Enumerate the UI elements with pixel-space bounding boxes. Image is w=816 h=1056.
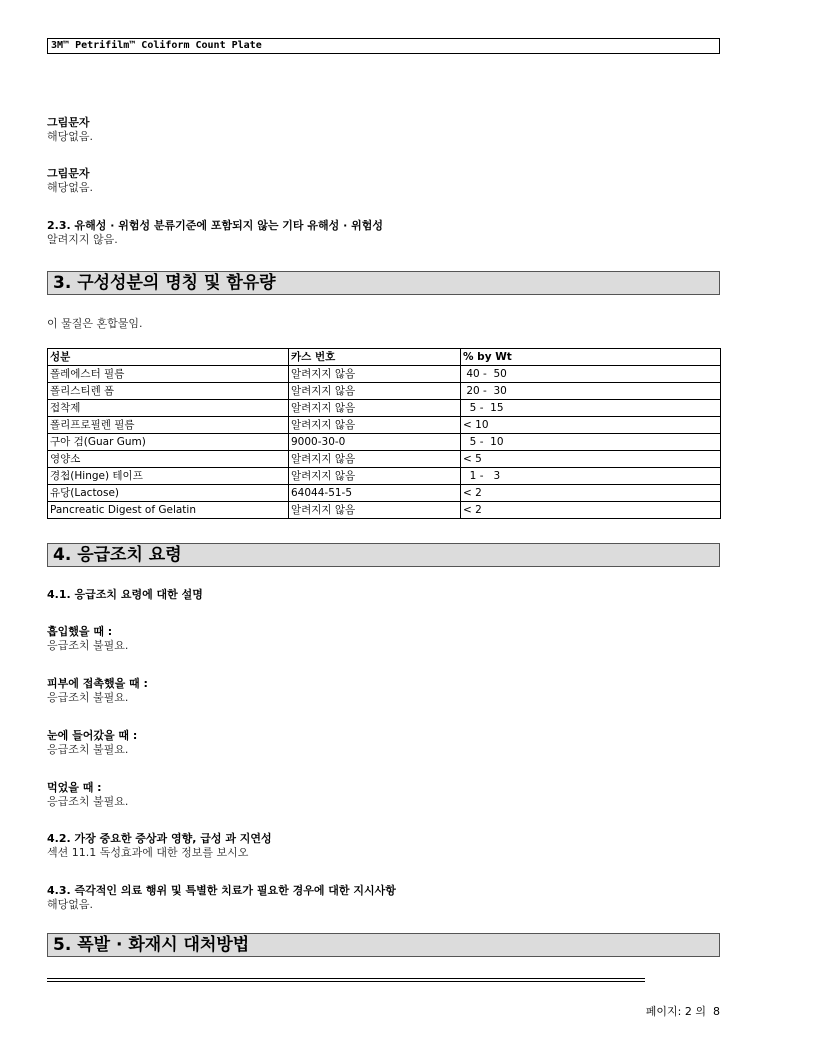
skin-contact-text: 응급조치 불필요. — [47, 691, 129, 704]
section-4-title: 4. 응급조치 요령 — [47, 543, 720, 567]
weight-percent: 5 - 15 — [461, 400, 721, 417]
table-row — [48, 468, 721, 485]
weight-percent: < 5 — [461, 451, 721, 468]
weight-percent: < 2 — [461, 485, 721, 502]
eye-contact-label: 눈에 들어갔을 때 : — [47, 729, 138, 742]
cas-number: 알려지지 않음 — [289, 383, 461, 400]
weight-percent: 1 - 3 — [461, 468, 721, 485]
column-header-cas: 카스 번호 — [289, 349, 461, 366]
cas-number: 알려지지 않음 — [289, 366, 461, 383]
table-row — [48, 400, 721, 417]
weight-percent: 20 - 30 — [461, 383, 721, 400]
ingredient-name: 유당(Lactose) — [48, 485, 289, 502]
pictogram-block-2 — [47, 167, 727, 195]
column-header-ingredient: 성분 — [48, 349, 289, 366]
table-row — [48, 502, 721, 519]
table-header-row — [48, 349, 721, 366]
ingestion-label: 먹었을 때 : — [47, 781, 102, 794]
ingredient-name: 영양소 — [48, 451, 289, 468]
pictogram-value: 해당없음. — [47, 181, 94, 194]
cas-number: 9000-30-0 — [289, 434, 461, 451]
cas-number: 알려지지 않음 — [289, 417, 461, 434]
ingredient-name: 폴리프로필렌 필름 — [48, 417, 289, 434]
weight-percent: < 2 — [461, 502, 721, 519]
pictogram-label: 그림문자 — [47, 116, 90, 129]
section-3-intro: 이 물질은 혼합물임. — [47, 317, 143, 330]
section-2-3-heading: 2.3. 유해성 · 위험성 분류기준에 포함되지 않는 기타 유해성 · 위험성 — [47, 219, 383, 232]
pictogram-value: 해당없음. — [47, 130, 94, 143]
pictogram-block-1 — [47, 116, 727, 144]
table-row — [48, 451, 721, 468]
section-4-3-text: 해당없음. — [47, 898, 94, 911]
table-row — [48, 434, 721, 451]
ingredient-name: 접착제 — [48, 400, 289, 417]
column-header-weight: % by Wt — [461, 349, 721, 366]
section-3-title: 3. 구성성분의 명칭 및 함유량 — [47, 271, 720, 295]
cas-number: 64044-51-5 — [289, 485, 461, 502]
weight-percent: 40 - 50 — [461, 366, 721, 383]
ingredient-name: 폴리스티렌 폼 — [48, 383, 289, 400]
section-5-title: 5. 폭발 · 화재시 대처방법 — [47, 933, 720, 957]
document-header: 3M™ Petrifilm™ Coliform Count Plate — [47, 38, 720, 54]
section-2-3 — [47, 219, 727, 247]
ingredient-name: 경첩(Hinge) 테이프 — [48, 468, 289, 485]
ingredient-name: Pancreatic Digest of Gelatin — [48, 502, 289, 519]
table-row — [48, 383, 721, 400]
inhalation-label: 흡입했을 때 : — [47, 625, 113, 638]
cas-number: 알려지지 않음 — [289, 468, 461, 485]
section-4-2-heading: 4.2. 가장 중요한 증상과 영향, 급성 과 지연성 — [47, 832, 272, 845]
section-4-3-heading: 4.3. 즉각적인 의료 행위 및 특별한 치료가 필요한 경우에 대한 지시사항 — [47, 884, 396, 897]
weight-percent: < 10 — [461, 417, 721, 434]
section-4-3 — [47, 884, 727, 912]
pictogram-label: 그림문자 — [47, 167, 90, 180]
weight-percent: 5 - 10 — [461, 434, 721, 451]
eye-contact-block — [47, 729, 727, 757]
ingredient-name: 폴레에스터 필름 — [48, 366, 289, 383]
section-4-2-text: 섹션 11.1 독성효과에 대한 정보를 보시오 — [47, 846, 249, 859]
section-2-3-text: 알려지지 않음. — [47, 233, 118, 246]
skin-contact-block — [47, 677, 727, 705]
table-row — [48, 366, 721, 383]
table-row — [48, 485, 721, 502]
page-number: 페이지: 2 의 8 — [645, 1005, 720, 1018]
cas-number: 알려지지 않음 — [289, 400, 461, 417]
section-4-1-heading: 4.1. 응급조치 요령에 대한 설명 — [47, 588, 203, 601]
cas-number: 알려지지 않음 — [289, 502, 461, 519]
cas-number: 알려지지 않음 — [289, 451, 461, 468]
section-4-2 — [47, 832, 727, 860]
table-row — [48, 417, 721, 434]
inhalation-block — [47, 625, 727, 653]
ingredients-table — [47, 348, 721, 519]
ingestion-text: 응급조치 불필요. — [47, 795, 129, 808]
footer-divider — [47, 978, 645, 982]
inhalation-text: 응급조치 불필요. — [47, 639, 129, 652]
ingredient-name: 구아 검(Guar Gum) — [48, 434, 289, 451]
ingestion-block — [47, 781, 727, 809]
eye-contact-text: 응급조치 불필요. — [47, 743, 129, 756]
skin-contact-label: 피부에 접촉했을 때 : — [47, 677, 148, 690]
